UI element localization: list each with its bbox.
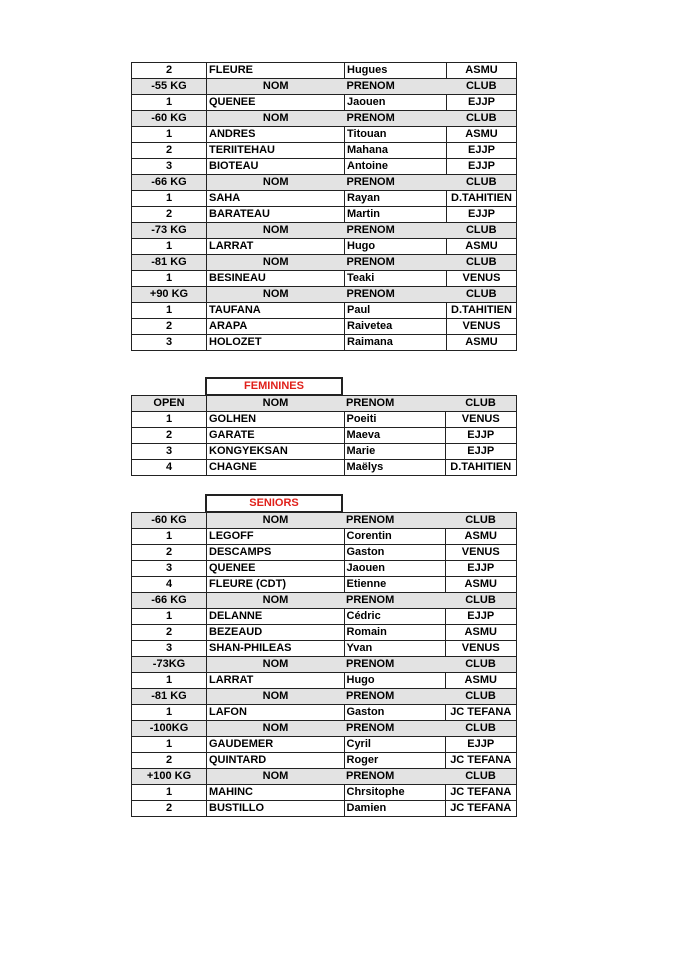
rank: 1 (132, 705, 207, 721)
result-row (132, 335, 517, 351)
first-name: Corentin (344, 529, 445, 545)
category-header-row (132, 721, 517, 737)
result-row (132, 319, 517, 335)
last-name: QUINTARD (207, 753, 345, 769)
club: ASMU (445, 577, 517, 593)
nom-header: NOM (207, 255, 345, 271)
club: EJJP (445, 737, 517, 753)
result-row (132, 705, 517, 721)
first-name: Raimana (345, 335, 447, 351)
first-name: Marie (344, 444, 445, 460)
first-name: Etienne (344, 577, 445, 593)
club: EJJP (445, 561, 517, 577)
last-name: GOLHEN (207, 412, 345, 428)
last-name: DESCAMPS (207, 545, 345, 561)
first-name: Gaston (344, 545, 445, 561)
last-name: BEZEAUD (207, 625, 345, 641)
last-name: BUSTILLO (207, 801, 345, 817)
last-name: MAHINC (207, 785, 345, 801)
weight-category: -66 KG (132, 593, 207, 609)
category-header-row (132, 513, 517, 529)
prenom-header: PRENOM (345, 287, 447, 303)
rank: 1 (132, 673, 207, 689)
last-name: LEGOFF (207, 529, 345, 545)
club: EJJP (447, 159, 517, 175)
last-name: CHAGNE (207, 460, 345, 476)
first-name: Roger (344, 753, 445, 769)
rank: 1 (132, 191, 207, 207)
category-header-row (132, 657, 517, 673)
first-name: Maeva (344, 428, 445, 444)
nom-header: NOM (207, 593, 345, 609)
rank: 2 (132, 625, 207, 641)
club: JC TEFANA (445, 801, 517, 817)
last-name: ARAPA (207, 319, 345, 335)
juniors-results-table (131, 62, 517, 351)
prenom-header: PRENOM (344, 769, 445, 785)
first-name: Raivetea (345, 319, 447, 335)
last-name: KONGYEKSAN (207, 444, 345, 460)
result-row (132, 460, 517, 476)
first-name: Cédric (344, 609, 445, 625)
category-header-row (132, 287, 517, 303)
result-row (132, 545, 517, 561)
club: VENUS (445, 545, 517, 561)
result-row (132, 529, 517, 545)
last-name: ANDRES (207, 127, 345, 143)
weight-category: +100 KG (132, 769, 207, 785)
club-header: CLUB (445, 396, 517, 412)
first-name: Gaston (344, 705, 445, 721)
result-row (132, 737, 517, 753)
rank: 2 (132, 428, 207, 444)
weight-category: +90 KG (132, 287, 207, 303)
rank: 3 (132, 335, 207, 351)
category-header-row (132, 175, 517, 191)
rank: 1 (132, 303, 207, 319)
club-header: CLUB (447, 223, 517, 239)
first-name: Jaouen (344, 561, 445, 577)
last-name: LARRAT (207, 239, 345, 255)
feminines-title: FEMININES (205, 377, 343, 396)
club: ASMU (447, 127, 517, 143)
club: D.TAHITIEN (447, 303, 517, 319)
club: JC TEFANA (445, 753, 517, 769)
rank: 4 (132, 577, 207, 593)
club: EJJP (445, 609, 517, 625)
rank: 1 (132, 271, 207, 287)
result-row (132, 63, 517, 79)
rank: 2 (132, 801, 207, 817)
weight-category: -73 KG (132, 223, 207, 239)
result-row (132, 239, 517, 255)
first-name: Titouan (345, 127, 447, 143)
rank: 2 (132, 207, 207, 223)
last-name: QUENEE (207, 95, 345, 111)
club: EJJP (445, 444, 517, 460)
weight-category: -73KG (132, 657, 207, 673)
prenom-header: PRENOM (345, 175, 447, 191)
first-name: Paul (345, 303, 447, 319)
club: ASMU (445, 625, 517, 641)
club: JC TEFANA (445, 705, 517, 721)
club: ASMU (447, 239, 517, 255)
club-header: CLUB (447, 255, 517, 271)
club: EJJP (447, 207, 517, 223)
nom-header: NOM (207, 769, 345, 785)
feminines-results-table (131, 395, 517, 476)
result-row (132, 609, 517, 625)
rank: 1 (132, 785, 207, 801)
result-row (132, 191, 517, 207)
seniors-results-table (131, 512, 517, 817)
result-row (132, 428, 517, 444)
last-name: GAUDEMER (207, 737, 345, 753)
prenom-header: PRENOM (345, 255, 447, 271)
weight-category: -81 KG (132, 689, 207, 705)
category-header-row (132, 223, 517, 239)
category-header-row (132, 769, 517, 785)
rank: 1 (132, 127, 207, 143)
last-name: BESINEAU (207, 271, 345, 287)
club-header: CLUB (447, 287, 517, 303)
rank: 3 (132, 444, 207, 460)
first-name: Cyril (344, 737, 445, 753)
club-header: CLUB (447, 111, 517, 127)
result-row (132, 95, 517, 111)
nom-header: NOM (207, 689, 345, 705)
first-name: Antoine (345, 159, 447, 175)
result-row (132, 143, 517, 159)
nom-header: NOM (207, 223, 345, 239)
club-header: CLUB (447, 175, 517, 191)
category-header-row (132, 111, 517, 127)
weight-category: -60 KG (132, 111, 207, 127)
first-name: Jaouen (345, 95, 447, 111)
rank: 2 (132, 753, 207, 769)
category-header-row (132, 255, 517, 271)
first-name: Maëlys (344, 460, 445, 476)
last-name: FLEURE (207, 63, 345, 79)
result-row (132, 673, 517, 689)
rank: 2 (132, 143, 207, 159)
rank: 3 (132, 641, 207, 657)
club: JC TEFANA (445, 785, 517, 801)
club: ASMU (447, 335, 517, 351)
club: D.TAHITIEN (445, 460, 517, 476)
club-header: CLUB (445, 657, 517, 673)
result-row (132, 753, 517, 769)
result-row (132, 625, 517, 641)
club: ASMU (445, 673, 517, 689)
club: VENUS (445, 641, 517, 657)
weight-category: -66 KG (132, 175, 207, 191)
rank: 1 (132, 239, 207, 255)
prenom-header: PRENOM (344, 593, 445, 609)
result-row (132, 127, 517, 143)
rank: 1 (132, 529, 207, 545)
prenom-header: PRENOM (344, 513, 445, 529)
first-name: Hugues (345, 63, 447, 79)
prenom-header: PRENOM (345, 79, 447, 95)
club: VENUS (447, 319, 517, 335)
first-name: Martin (345, 207, 447, 223)
prenom-header: PRENOM (345, 111, 447, 127)
last-name: BIOTEAU (207, 159, 345, 175)
last-name: BARATEAU (207, 207, 345, 223)
seniors-title: SENIORS (205, 494, 343, 513)
last-name: LAFON (207, 705, 345, 721)
club: EJJP (445, 428, 517, 444)
last-name: DELANNE (207, 609, 345, 625)
club: VENUS (445, 412, 517, 428)
result-row (132, 577, 517, 593)
rank: 3 (132, 561, 207, 577)
result-row (132, 561, 517, 577)
result-row (132, 801, 517, 817)
last-name: LARRAT (207, 673, 345, 689)
last-name: TAUFANA (207, 303, 345, 319)
last-name: QUENEE (207, 561, 345, 577)
last-name: GARATE (207, 428, 345, 444)
first-name: Hugo (344, 673, 445, 689)
result-row (132, 207, 517, 223)
category-header-row (132, 689, 517, 705)
first-name: Chrsitophe (344, 785, 445, 801)
rank: 1 (132, 95, 207, 111)
rank: 4 (132, 460, 207, 476)
weight-category: OPEN (132, 396, 207, 412)
club: VENUS (447, 271, 517, 287)
last-name: FLEURE (CDT) (207, 577, 345, 593)
nom-header: NOM (207, 79, 345, 95)
rank: 1 (132, 609, 207, 625)
club: EJJP (447, 143, 517, 159)
first-name: Mahana (345, 143, 447, 159)
club-header: CLUB (447, 79, 517, 95)
first-name: Teaki (345, 271, 447, 287)
weight-category: -81 KG (132, 255, 207, 271)
prenom-header: PRENOM (344, 396, 445, 412)
rank: 2 (132, 63, 207, 79)
club: ASMU (447, 63, 517, 79)
club-header: CLUB (445, 689, 517, 705)
nom-header: NOM (207, 396, 345, 412)
result-row (132, 641, 517, 657)
last-name: SAHA (207, 191, 345, 207)
first-name: Damien (344, 801, 445, 817)
nom-header: NOM (207, 721, 345, 737)
first-name: Hugo (345, 239, 447, 255)
last-name: TERIITEHAU (207, 143, 345, 159)
result-row (132, 785, 517, 801)
result-row (132, 303, 517, 319)
club: D.TAHITIEN (447, 191, 517, 207)
prenom-header: PRENOM (344, 689, 445, 705)
club-header: CLUB (445, 769, 517, 785)
weight-category: -100KG (132, 721, 207, 737)
rank: 2 (132, 545, 207, 561)
first-name: Romain (344, 625, 445, 641)
result-row (132, 159, 517, 175)
category-header-row (132, 79, 517, 95)
club-header: CLUB (445, 593, 517, 609)
prenom-header: PRENOM (344, 657, 445, 673)
prenom-header: PRENOM (344, 721, 445, 737)
nom-header: NOM (207, 657, 345, 673)
weight-category: -60 KG (132, 513, 207, 529)
rank: 3 (132, 159, 207, 175)
club-header: CLUB (445, 721, 517, 737)
result-row (132, 271, 517, 287)
category-header-row (132, 396, 517, 412)
result-row (132, 444, 517, 460)
first-name: Poeiti (344, 412, 445, 428)
last-name: HOLOZET (207, 335, 345, 351)
club-header: CLUB (445, 513, 517, 529)
prenom-header: PRENOM (345, 223, 447, 239)
club: EJJP (447, 95, 517, 111)
weight-category: -55 KG (132, 79, 207, 95)
first-name: Rayan (345, 191, 447, 207)
first-name: Yvan (344, 641, 445, 657)
nom-header: NOM (207, 513, 345, 529)
nom-header: NOM (207, 111, 345, 127)
result-row (132, 412, 517, 428)
rank: 2 (132, 319, 207, 335)
rank: 1 (132, 737, 207, 753)
nom-header: NOM (207, 175, 345, 191)
nom-header: NOM (207, 287, 345, 303)
club: ASMU (445, 529, 517, 545)
last-name: SHAN-PHILEAS (207, 641, 345, 657)
category-header-row (132, 593, 517, 609)
rank: 1 (132, 412, 207, 428)
